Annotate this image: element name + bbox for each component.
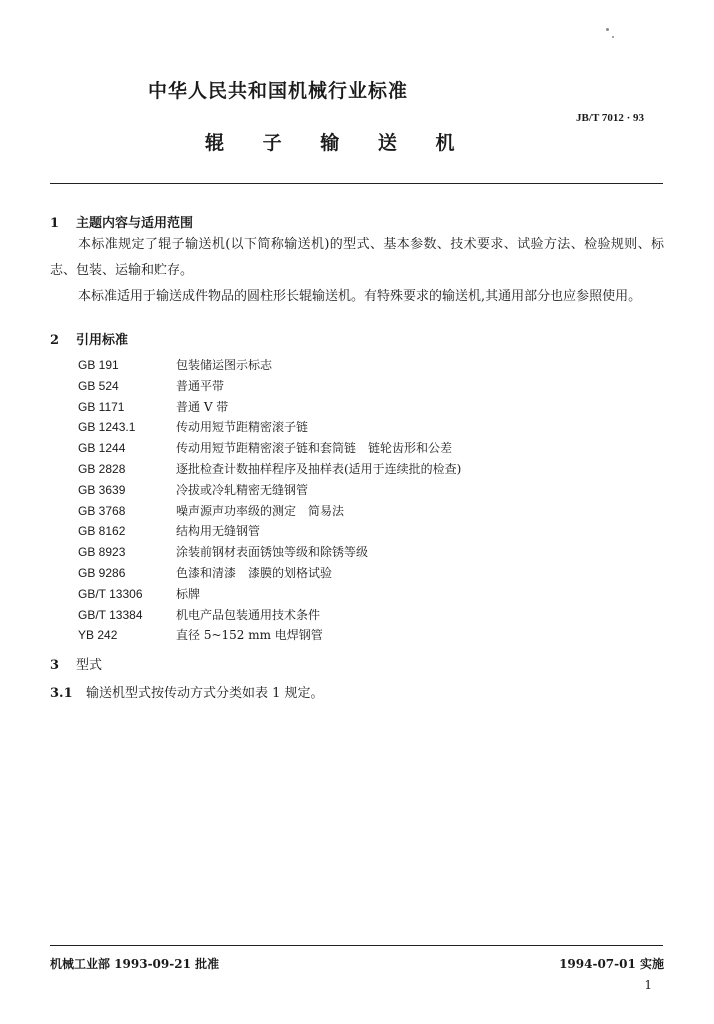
list-item: [78, 376, 461, 397]
section-number: 3: [50, 658, 60, 673]
ref-code: GB/T 13306: [78, 586, 143, 601]
section-2-heading: [50, 329, 128, 348]
ref-title: 色漆和清漆 漆膜的划格试验: [176, 565, 333, 580]
ref-title: 传动用短节距精密滚子链和套筒链 链轮齿形和公差: [176, 441, 453, 456]
ref-title: 传动用短节距精密滚子链: [176, 420, 309, 435]
ref-title: 机电产品包装通用技术条件: [176, 607, 321, 622]
ref-code: GB 524: [78, 378, 119, 393]
scan-speck: [606, 28, 609, 31]
section-1-paragraph-1: 本标准规定了辊子输送机(以下简称输送机)的型式、基本参数、技术要求、试验方法、检验规则、标志、包装、运输和贮存。: [50, 237, 664, 278]
ref-title: 涂装前钢材表面锈蚀等级和除锈等级: [176, 545, 369, 560]
ref-title: 结构用无缝钢管: [176, 524, 261, 539]
section-1-paragraph-2: 本标准适用于输送成件物品的圆柱形长辊输送机。有特殊要求的输送机,其通用部分也应参照使用。: [78, 289, 642, 304]
section-title: 引用标准: [76, 333, 129, 348]
scan-speck: [612, 36, 614, 38]
ref-code: YB 242: [78, 628, 118, 643]
implementation-line: 1994-07-01 实施: [559, 957, 664, 971]
page-number: 1: [644, 978, 652, 992]
approval-line: 机械工业部 1993-09-21 批准: [50, 957, 220, 971]
list-item: [78, 501, 461, 522]
list-item: [78, 459, 461, 480]
list-item: [78, 521, 461, 542]
list-item: [78, 480, 461, 501]
list-item: [78, 397, 461, 418]
ref-title: 普通平带: [176, 378, 225, 393]
issuing-organization: 中华人民共和国机械行业标准: [148, 80, 409, 102]
list-item: [78, 625, 461, 646]
list-item: [78, 417, 461, 438]
list-item: [78, 438, 461, 459]
referenced-standards-list: [78, 355, 461, 646]
ref-title: 噪声源声功率级的测定 简易法: [176, 503, 345, 518]
ref-title: 冷拔或冷轧精密无缝钢管: [176, 482, 309, 497]
clause-3-1: [50, 682, 324, 701]
clause-text: 输送机型式按传动方式分类如表 1 规定。: [86, 686, 324, 701]
list-item: [78, 563, 461, 584]
clause-number: 3.1: [50, 686, 73, 701]
footer-divider: [50, 945, 663, 946]
section-title: 主题内容与适用范围: [76, 216, 194, 231]
ref-code: GB 1171: [78, 399, 125, 414]
section-title: 型式: [76, 658, 103, 673]
section-number: 2: [50, 333, 60, 348]
list-item: [78, 355, 461, 376]
document-title: 辊 子 输 送 机: [205, 132, 471, 154]
ref-code: GB 191: [78, 358, 119, 372]
section-number: 1: [50, 216, 60, 231]
header-divider: [50, 183, 663, 184]
ref-code: GB 8162: [78, 524, 126, 539]
list-item: [78, 605, 461, 626]
ref-code: GB 3639: [78, 482, 126, 497]
standard-number: JB/T 7012 · 93: [576, 112, 644, 124]
ref-code: GB 8923: [78, 545, 126, 560]
ref-code: GB/T 13384: [78, 607, 143, 622]
section-1-heading: [50, 212, 193, 231]
ref-title: 标牌: [176, 586, 201, 601]
section-3-heading: [50, 654, 102, 673]
ref-title: 包装储运图示标志: [176, 358, 273, 372]
ref-code: GB 2828: [78, 461, 126, 476]
list-item: [78, 542, 461, 563]
ref-code: GB 3768: [78, 503, 126, 518]
ref-title: 逐批检查计数抽样程序及抽样表(适用于连续批的检查): [176, 461, 462, 476]
ref-title: 直径 5~152 mm 电焊钢管: [176, 628, 323, 643]
ref-title: 普通 V 带: [176, 399, 229, 414]
ref-code: GB 1243.1: [78, 420, 136, 435]
ref-code: GB 9286: [78, 565, 126, 580]
ref-code: GB 1244: [78, 441, 126, 456]
list-item: [78, 584, 461, 605]
